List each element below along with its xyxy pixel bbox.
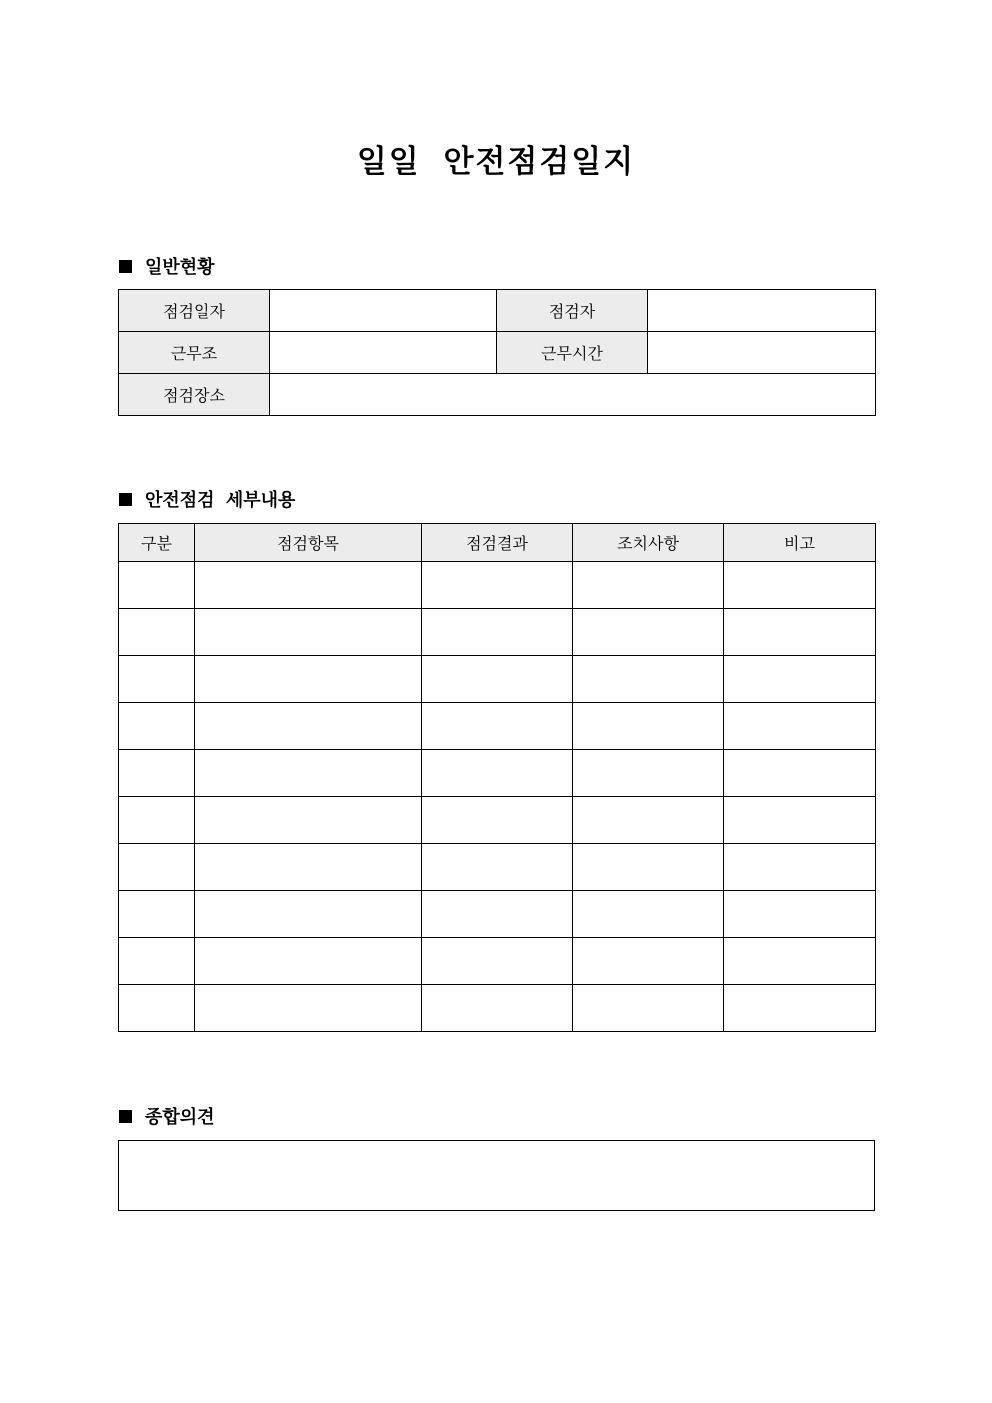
item-cell[interactable]: [195, 844, 422, 891]
result-cell[interactable]: [422, 938, 573, 985]
result-cell[interactable]: [422, 703, 573, 750]
location-label: 점검장소: [119, 374, 270, 416]
result-cell[interactable]: [422, 985, 573, 1032]
table-header-row: [119, 524, 876, 562]
remarks-cell[interactable]: [724, 797, 876, 844]
square-bullet-icon: [119, 493, 132, 506]
inspector-label: 점검자: [497, 290, 648, 332]
result-cell[interactable]: [422, 562, 573, 609]
result-cell[interactable]: [422, 609, 573, 656]
action-cell[interactable]: [573, 797, 724, 844]
action-cell[interactable]: [573, 656, 724, 703]
date-label: 점검일자: [119, 290, 270, 332]
action-cell[interactable]: [573, 985, 724, 1032]
item-cell[interactable]: [195, 750, 422, 797]
location-field[interactable]: [270, 374, 876, 416]
table-row: [119, 703, 876, 750]
column-header-category: 구분: [119, 524, 195, 562]
table-row: [119, 750, 876, 797]
item-cell[interactable]: [195, 656, 422, 703]
item-cell[interactable]: [195, 703, 422, 750]
remarks-cell[interactable]: [724, 891, 876, 938]
action-cell[interactable]: [573, 609, 724, 656]
category-cell[interactable]: [119, 797, 195, 844]
column-header-result: 점검결과: [422, 524, 573, 562]
remarks-cell[interactable]: [724, 938, 876, 985]
remarks-cell[interactable]: [724, 985, 876, 1032]
category-cell[interactable]: [119, 938, 195, 985]
column-header-item: 점검항목: [195, 524, 422, 562]
remarks-cell[interactable]: [724, 844, 876, 891]
action-cell[interactable]: [573, 562, 724, 609]
action-cell[interactable]: [573, 844, 724, 891]
item-cell[interactable]: [195, 985, 422, 1032]
date-field[interactable]: [270, 290, 497, 332]
category-cell[interactable]: [119, 985, 195, 1032]
section-general-title: 일반현황: [145, 257, 215, 278]
remarks-cell[interactable]: [724, 656, 876, 703]
remarks-cell[interactable]: [724, 562, 876, 609]
table-row: [119, 609, 876, 656]
result-cell[interactable]: [422, 656, 573, 703]
result-cell[interactable]: [422, 750, 573, 797]
table-row: [119, 374, 876, 416]
item-cell[interactable]: [195, 609, 422, 656]
work-hours-field[interactable]: [648, 332, 876, 374]
item-cell[interactable]: [195, 938, 422, 985]
shift-label: 근무조: [119, 332, 270, 374]
table-row: [119, 985, 876, 1032]
action-cell[interactable]: [573, 891, 724, 938]
action-cell[interactable]: [573, 938, 724, 985]
item-cell[interactable]: [195, 797, 422, 844]
column-header-action: 조치사항: [573, 524, 724, 562]
inspection-detail-table: [118, 523, 876, 1032]
remarks-cell[interactable]: [724, 750, 876, 797]
shift-field[interactable]: [270, 332, 497, 374]
category-cell[interactable]: [119, 656, 195, 703]
remarks-cell[interactable]: [724, 703, 876, 750]
column-header-remarks: 비고: [724, 524, 876, 562]
result-cell[interactable]: [422, 891, 573, 938]
section-opinion-title: 종합의견: [145, 1107, 215, 1128]
category-cell[interactable]: [119, 891, 195, 938]
square-bullet-icon: [119, 260, 132, 273]
square-bullet-icon: [119, 1110, 132, 1123]
table-row: [119, 844, 876, 891]
result-cell[interactable]: [422, 844, 573, 891]
section-general-heading: [119, 253, 215, 279]
item-cell[interactable]: [195, 562, 422, 609]
table-row: [119, 938, 876, 985]
table-row: [119, 332, 876, 374]
table-row: [119, 656, 876, 703]
section-detail-heading: [119, 486, 295, 512]
result-cell[interactable]: [422, 797, 573, 844]
section-detail-title: 안전점검 세부내용: [145, 490, 296, 511]
table-row: [119, 290, 876, 332]
work-hours-label: 근무시간: [497, 332, 648, 374]
item-cell[interactable]: [195, 891, 422, 938]
remarks-cell[interactable]: [724, 609, 876, 656]
category-cell[interactable]: [119, 609, 195, 656]
page-title: 일일 안전점검일지: [356, 144, 636, 180]
table-row: [119, 562, 876, 609]
table-row: [119, 891, 876, 938]
action-cell[interactable]: [573, 703, 724, 750]
general-info-table: [118, 289, 876, 416]
opinion-field[interactable]: [118, 1140, 875, 1211]
category-cell[interactable]: [119, 750, 195, 797]
table-row: [119, 797, 876, 844]
inspector-field[interactable]: [648, 290, 876, 332]
section-opinion-heading: [119, 1103, 215, 1129]
category-cell[interactable]: [119, 562, 195, 609]
category-cell[interactable]: [119, 703, 195, 750]
action-cell[interactable]: [573, 750, 724, 797]
category-cell[interactable]: [119, 844, 195, 891]
